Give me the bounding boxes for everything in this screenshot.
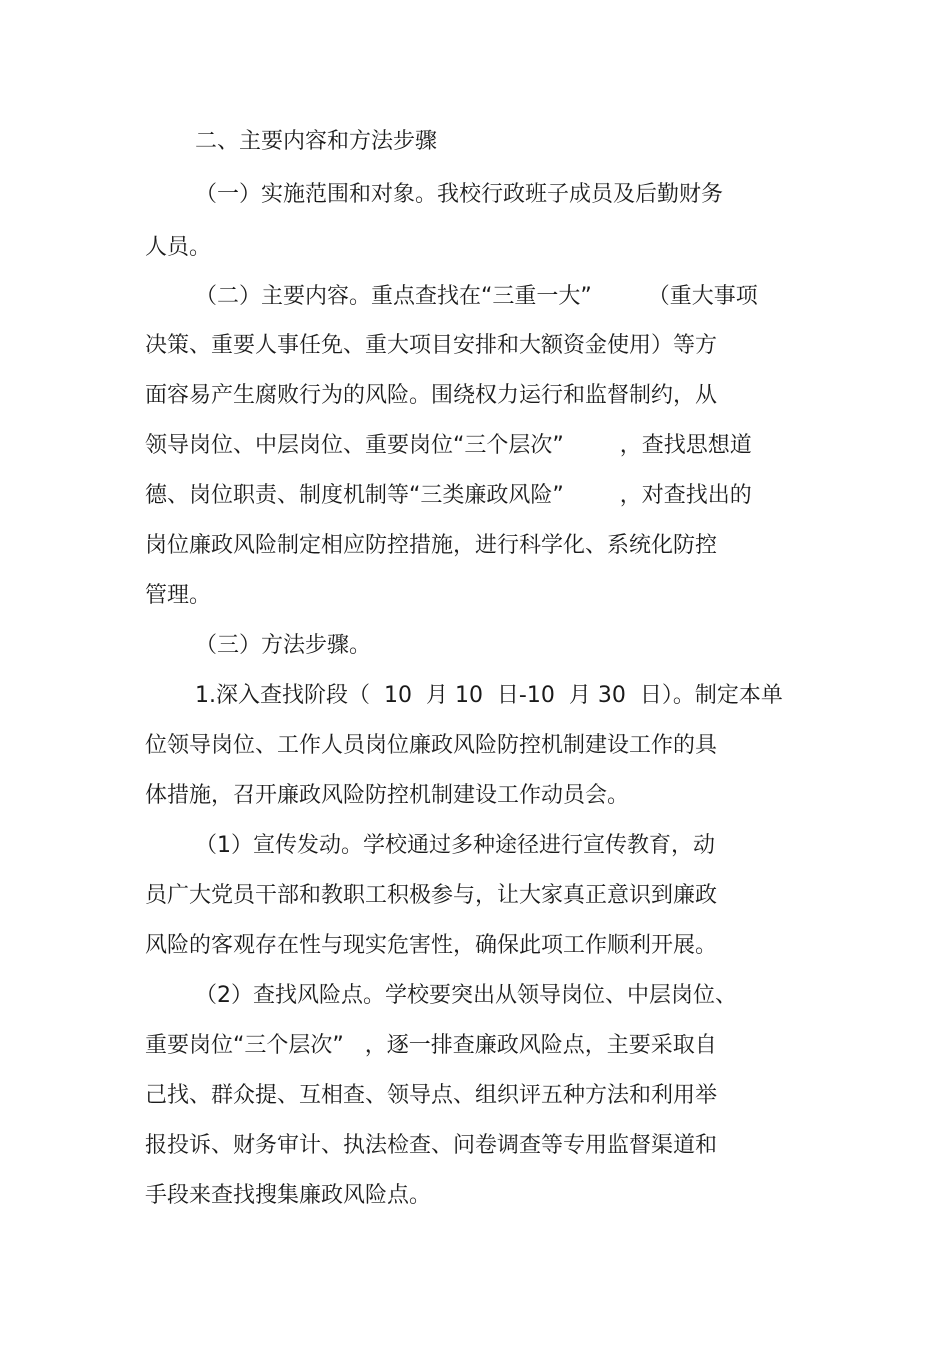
paragraph-line: （2）查找风险点。学校要突出从领导岗位、中层岗位、 [195, 983, 737, 1008]
paragraph-line: 岗位廉政风险制定相应防控措施，进行科学化、系统化防控 [145, 533, 718, 558]
paragraph-line: 决策、重要人事任免、重大项目安排和大额资金使用）等方 [145, 333, 718, 358]
paragraph-line: 风险的客观存在性与现实危害性，确保此项工作顺利开展。 [145, 933, 718, 958]
paragraph-line: 面容易产生腐败行为的风险。围绕权力运行和监督制约，从 [145, 383, 718, 408]
paragraph-line: 位领导岗位、工作人员岗位廉政风险防控机制建设工作的具 [145, 733, 718, 758]
paragraph-line: 体措施，召开廉政风险防控机制建设工作动员会。 [145, 783, 630, 808]
paragraph-line: （一）实施范围和对象。我校行政班子成员及后勤财务 [195, 182, 724, 207]
paragraph-line: 报投诉、财务审计、执法检查、问卷调查等专用监督渠道和 [145, 1133, 718, 1158]
paragraph-line: 己找、群众提、互相查、领导点、组织评五种方法和利用举 [145, 1083, 718, 1108]
paragraph-line: 手段来查找搜集廉政风险点。 [145, 1183, 432, 1208]
paragraph-line: 员广大党员干部和教职工积极参与，让大家真正意识到廉政 [145, 883, 718, 908]
paragraph-line: （1）宣传发动。学校通过多种途径进行宣传教育，动 [195, 833, 715, 858]
paragraph-line: 管理。 [145, 583, 212, 608]
paragraph-line: 重要岗位“三个层次” ，逐一排查廉政风险点，主要采取自 [145, 1033, 717, 1058]
paragraph-line: 人员。 [145, 235, 212, 260]
section-heading: 二、主要内容和方法步骤 [195, 129, 438, 154]
paragraph-line: 1.深入查找阶段（ 10 月 10 日-10 月 30 日）。制定本单 [195, 683, 783, 708]
subsection-heading: （三）方法步骤。 [195, 633, 372, 658]
paragraph-line: （二）主要内容。重点查找在“三重一大” （重大事项 [195, 284, 758, 309]
paragraph-line: 德、岗位职责、制度机制等“三类廉政风险” ，对查找出的 [145, 483, 752, 508]
paragraph-line: 领导岗位、中层岗位、重要岗位“三个层次” ，查找思想道 [145, 433, 752, 458]
